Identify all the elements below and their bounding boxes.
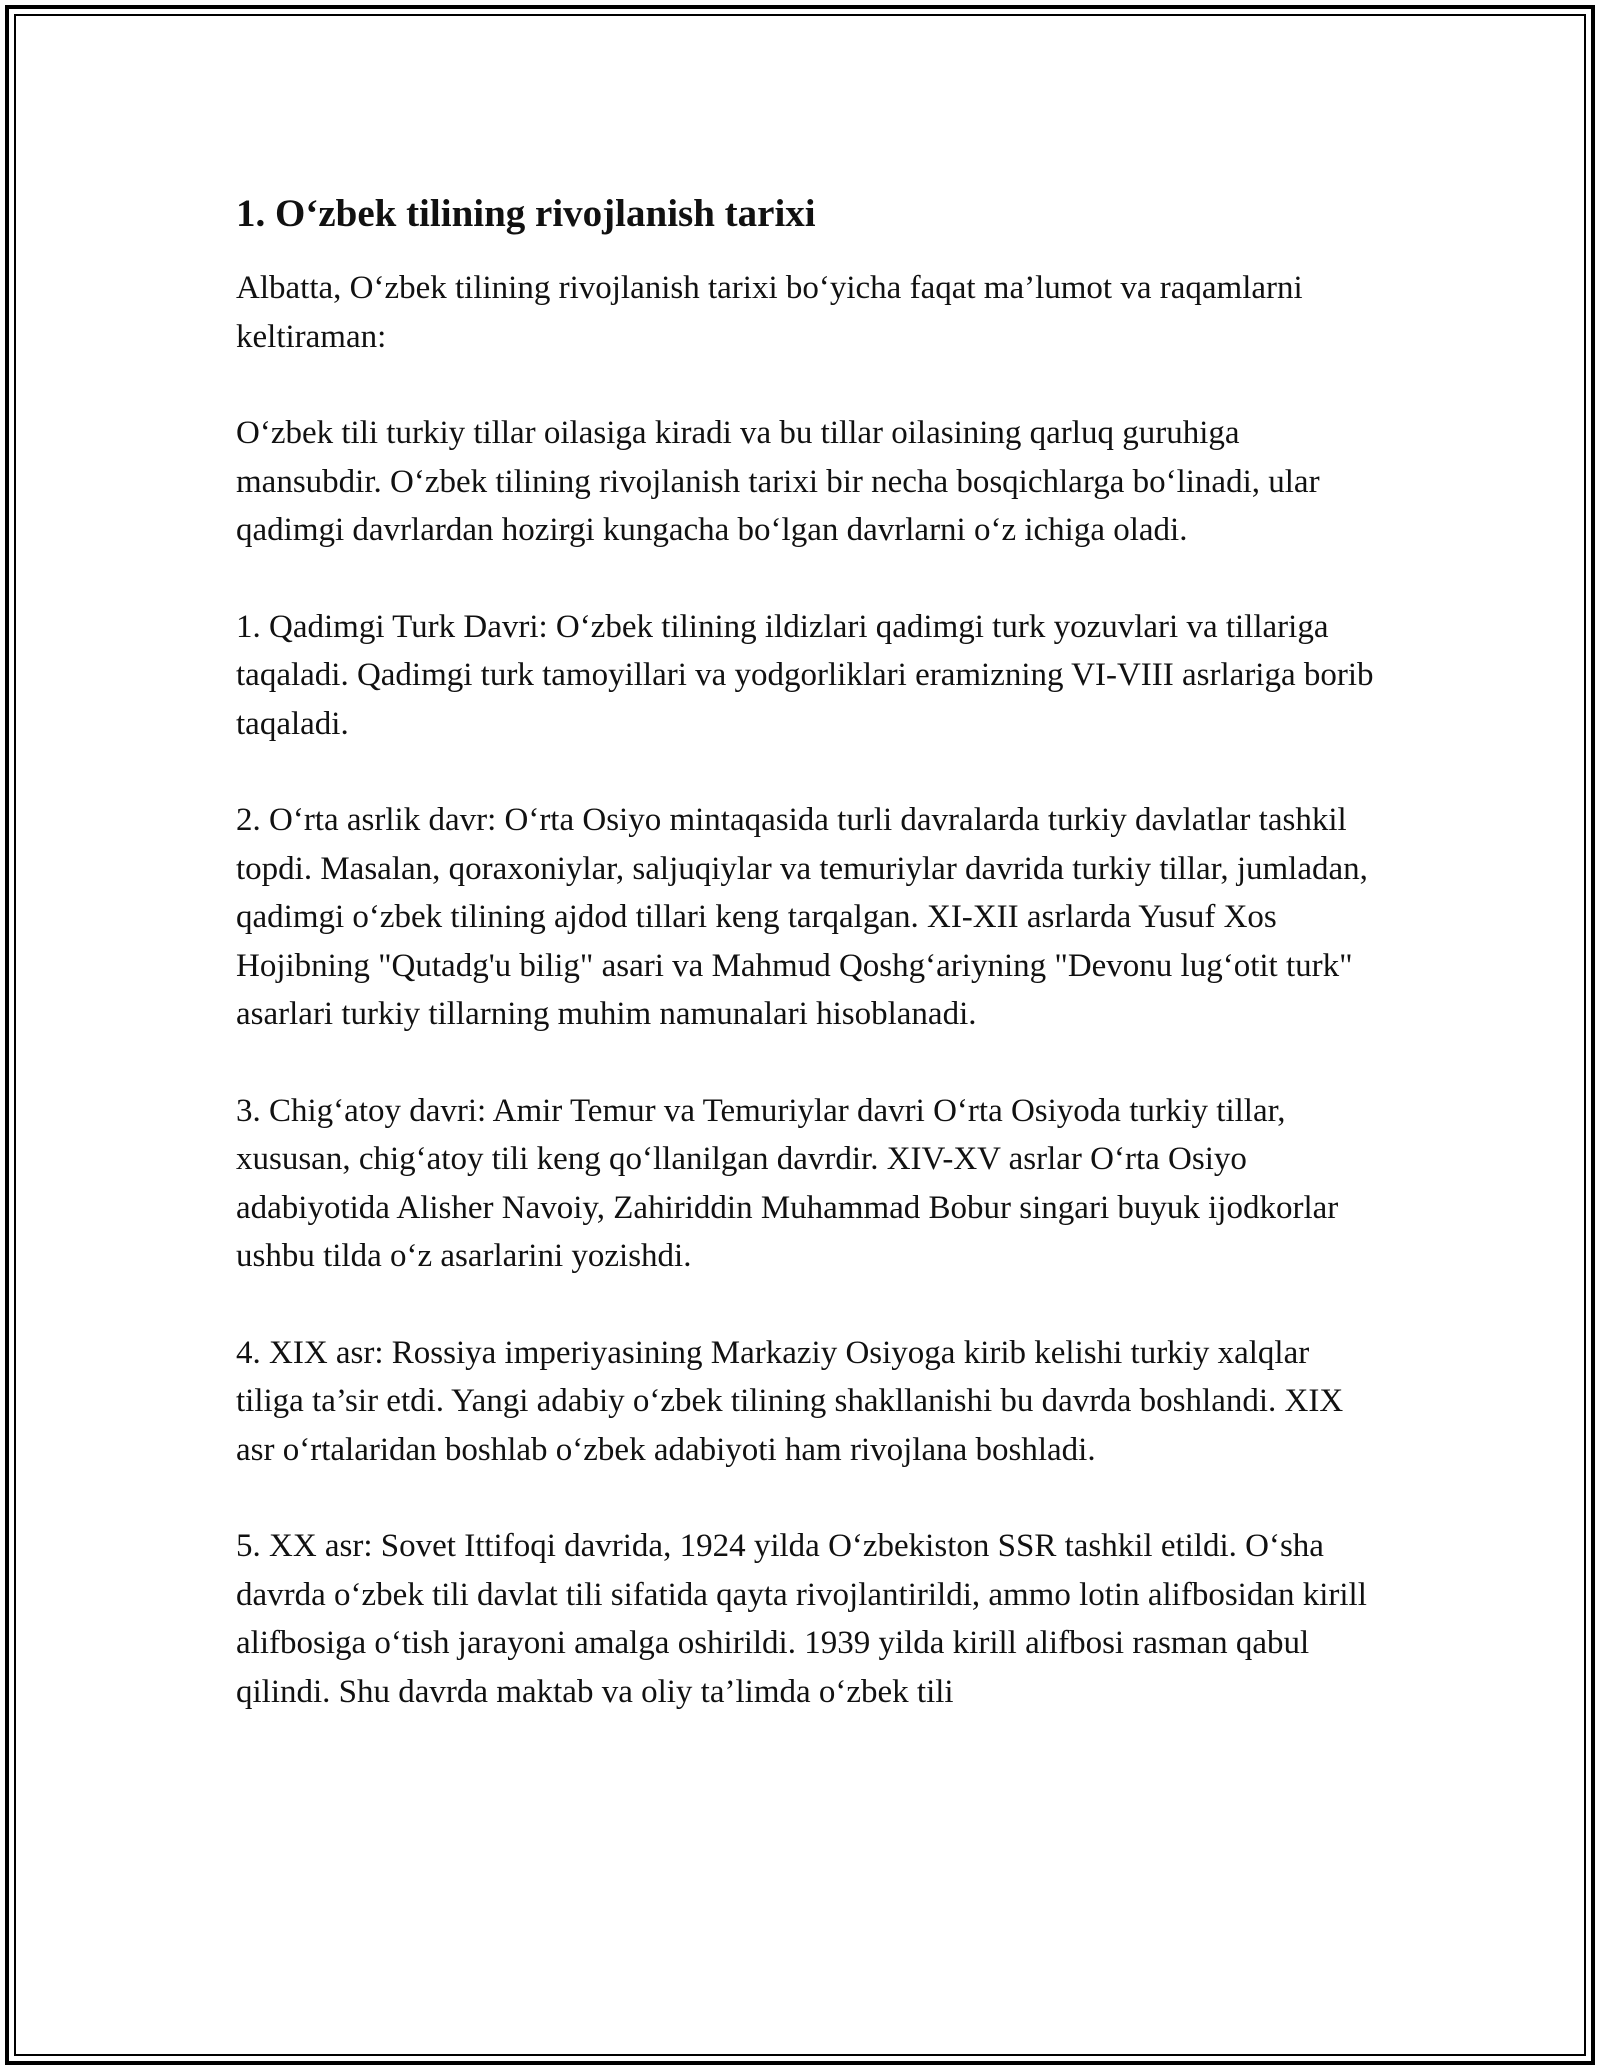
paragraph-intro: Albatta, O‘zbek tilining rivojlanish tarixi bo‘yicha faqat ma’lumot va raqamlarni keltiraman:	[236, 270, 1303, 355]
section-heading: 1. O‘zbek tilining rivojlanish tarixi	[236, 192, 816, 235]
paragraph-19th-century: 4. XIX asr: Rossiya imperiyasining Markaziy Osiyoga kirib kelishi turkiy xalqlar tiliga ta’sir etdi. Yangi adabiy o‘zbek tilining shakllanishi bu davrda boshlandi. XIX asr o‘rtalaridan boshlab o‘zbek adabiyoti ham rivojlana boshladi.	[236, 1334, 1344, 1468]
paragraph-ancient-turk-period: 1. Qadimgi Turk Davri: O‘zbek tilining ildizlari qadimgi turk yozuvlari va tillariga taqaladi. Qadimgi turk tamoyillari va yodgorliklari eramizning VI-VIII asrlariga borib taqaladi.	[236, 608, 1374, 742]
paragraph-20th-century: 5. XX asr: Sovet Ittifoqi davrida, 1924 yilda O‘zbekiston SSR tashkil etildi. O‘sha davrda o‘zbek tili davlat tili sifatida qayta rivojlantirildi, ammo lotin alifbosidan kirill alifbosiga o‘tish jarayoni amalga oshirildi. 1939 yilda kirill alifbosi rasman qabul qilindi. Shu davrda maktab va oliy ta’limda o‘zbek tili	[236, 1528, 1367, 1710]
paragraph-overview: O‘zbek tili turkiy tillar oilasiga kiradi va bu tillar oilasining qarluq guruhiga mansubdir. O‘zbek tilining rivojlanish tarixi bir necha bosqichlarga bo‘linadi, ular qadimgi davrlardan hozirgi kungacha bo‘lgan davrlarni o‘z ichiga oladi.	[236, 415, 1320, 548]
paragraph-medieval-period: 2. O‘rta asrlik davr: O‘rta Osiyo mintaqasida turli davralarda turkiy davlatlar tashkil topdi. Masalan, qoraxoniylar, saljuqiylar va temuriylar davrida turkiy tillar, jumladan, qadimgi o‘zbek tilining ajdod tillari keng tarqalgan. XI-XII asrlarda Yusuf Xos Hojibning "Qutadg'u bilig" asari va Mahmud Qoshg‘ariyning "Devonu lug‘otit turk" asarlari turkiy tillarning muhim namunalari hisoblanadi.	[236, 802, 1368, 1032]
document-body	[236, 186, 1376, 1764]
paragraph-chagatai-period: 3. Chig‘atoy davri: Amir Temur va Temuriylar davri O‘rta Osiyoda turkiy tillar, xususan, chig‘atoy tili keng qo‘llanilgan davrdir. XIV-XV asrlar O‘rta Osiyo adabiyotida Alisher Navoiy, Zahiriddin Muhammad Bobur singari buyuk ijodkorlar ushbu tilda o‘z asarlarini yozishdi.	[236, 1092, 1339, 1274]
